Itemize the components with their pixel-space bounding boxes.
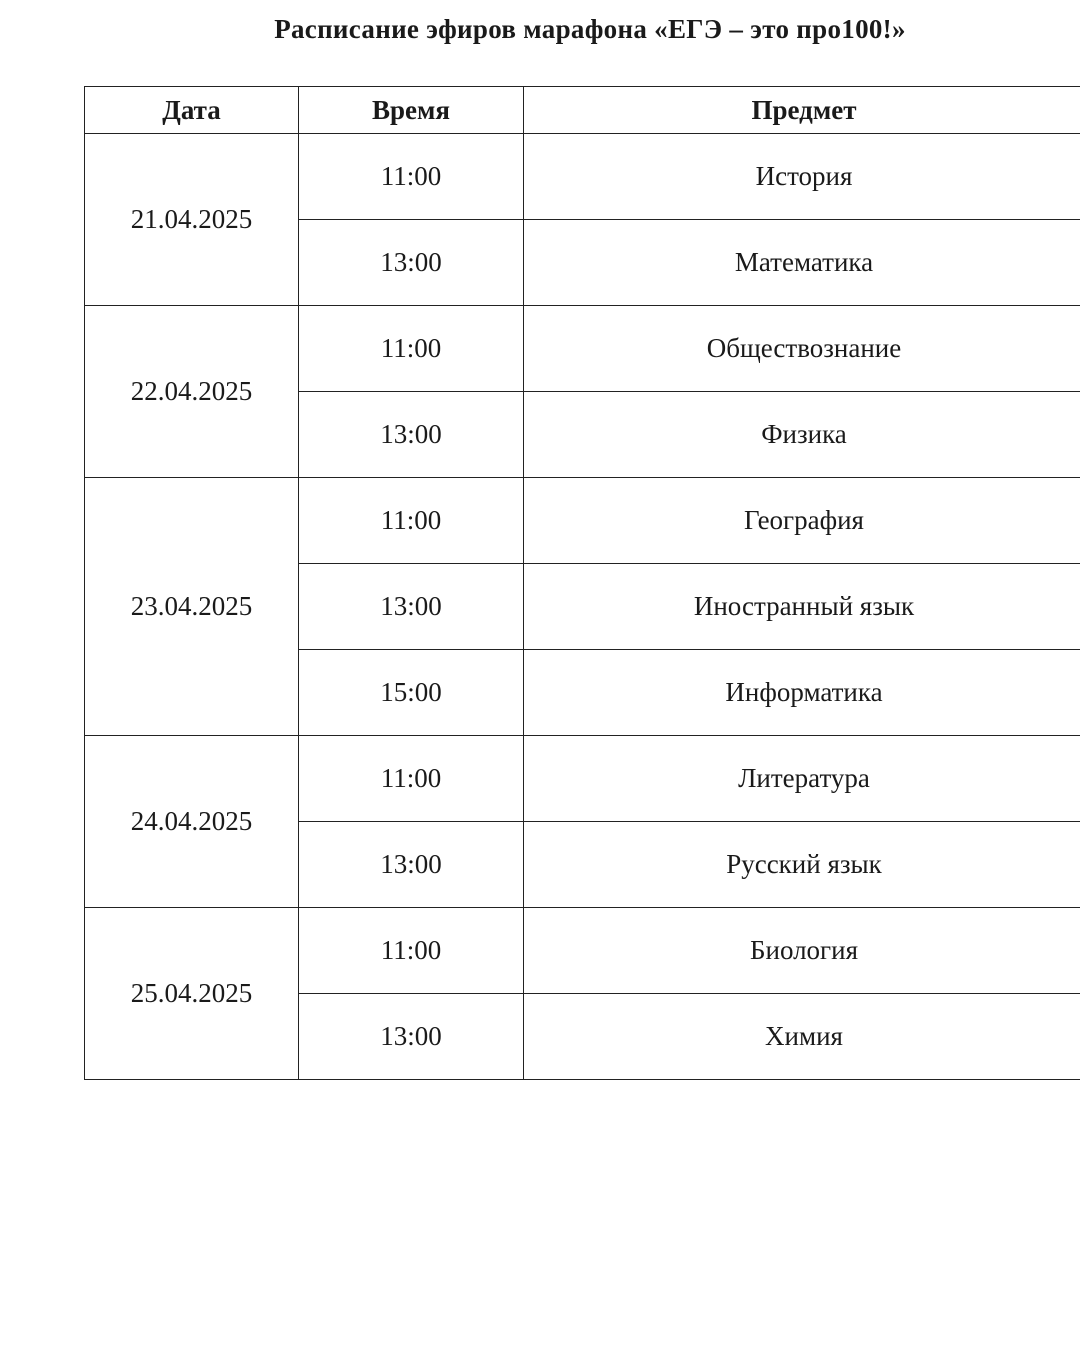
header-subject: Предмет [524, 87, 1080, 134]
table-row [85, 306, 1080, 392]
subject-cell: География [524, 478, 1080, 564]
table-header [85, 87, 1080, 134]
time-cell: 15:00 [299, 650, 524, 736]
time-cell: 13:00 [299, 994, 524, 1080]
time-cell: 11:00 [299, 908, 524, 994]
date-cell: 23.04.2025 [85, 478, 299, 736]
date-cell: 21.04.2025 [85, 134, 299, 306]
table-row [85, 134, 1080, 220]
time-cell: 11:00 [299, 736, 524, 822]
subject-cell: Информатика [524, 650, 1080, 736]
time-cell: 11:00 [299, 478, 524, 564]
time-cell: 13:00 [299, 220, 524, 306]
table-body [85, 134, 1080, 1080]
subject-cell: Физика [524, 392, 1080, 478]
time-cell: 11:00 [299, 306, 524, 392]
subject-cell: Литература [524, 736, 1080, 822]
header-date: Дата [85, 87, 299, 134]
subject-cell: Химия [524, 994, 1080, 1080]
table-row [85, 478, 1080, 564]
time-cell: 11:00 [299, 134, 524, 220]
subject-cell: Обществознание [524, 306, 1080, 392]
header-time: Время [299, 87, 524, 134]
subject-cell: История [524, 134, 1080, 220]
subject-cell: Биология [524, 908, 1080, 994]
time-cell: 13:00 [299, 822, 524, 908]
document-title: Расписание эфиров марафона «ЕГЭ – это про100!» [274, 14, 906, 44]
date-cell: 22.04.2025 [85, 306, 299, 478]
schedule-table [84, 86, 1080, 1080]
header-row [85, 87, 1080, 134]
time-cell: 13:00 [299, 392, 524, 478]
date-cell: 24.04.2025 [85, 736, 299, 908]
time-cell: 13:00 [299, 564, 524, 650]
table-row [85, 908, 1080, 994]
subject-cell: Математика [524, 220, 1080, 306]
subject-cell: Иностранный язык [524, 564, 1080, 650]
date-cell: 25.04.2025 [85, 908, 299, 1080]
table-row [85, 736, 1080, 822]
subject-cell: Русский язык [524, 822, 1080, 908]
